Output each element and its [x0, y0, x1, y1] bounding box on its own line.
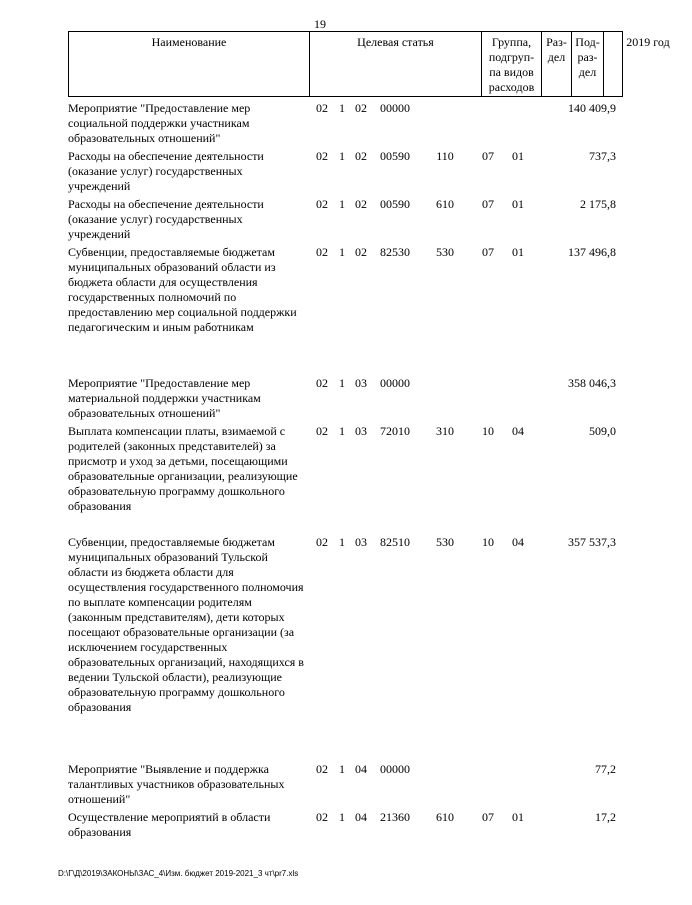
- code-program: 02: [316, 810, 328, 824]
- podrazdel-code: 01: [512, 197, 524, 211]
- group-code: 310: [436, 424, 454, 438]
- code-program: 02: [316, 424, 328, 438]
- podrazdel-code: 04: [512, 535, 524, 549]
- code-direction: 00000: [380, 101, 410, 115]
- group-code: 110: [436, 149, 454, 163]
- code-event: 03: [355, 535, 367, 549]
- code-event: 02: [355, 197, 367, 211]
- razdel-code: 10: [482, 535, 494, 549]
- file-path-footer: D:\Г\Д\2019\ЗАКОНЫ\ЗАС_4\Изм. бюджет 2019-2021_3 чт\pr7.xls: [58, 869, 299, 878]
- code-subprogram: 1: [339, 810, 345, 824]
- amount: 737,3: [589, 149, 616, 163]
- podrazdel-code: 01: [512, 245, 524, 259]
- code-program: 02: [316, 197, 328, 211]
- razdel-code: 07: [482, 810, 494, 824]
- razdel-code: 10: [482, 424, 494, 438]
- header-group-line: подгруп-: [488, 50, 535, 64]
- amount: 357 537,3: [568, 535, 616, 549]
- header-year: 2019 год: [603, 32, 692, 96]
- header-podrazdel: [571, 32, 603, 96]
- code-event: 04: [355, 762, 367, 776]
- row-name: Субвенции, предоставляемые бюджетам муниципальных образований Тульской области из бюджета области для осуществления государственного полномочия по выплате компенсации родителям (законным представителям), дети которых посещают образовательные организации (за исключением государственных образовательных организаций, находящихся в ведении Тульской области), реализующие образовательную программу дошкольного образования: [68, 535, 304, 714]
- header-podrazdel-line: раз-: [577, 50, 598, 64]
- amount: 509,0: [589, 424, 616, 438]
- row-name: Субвенции, предоставляемые бюджетам муниципальных образований области из бюджета области для осуществления государственных полномочий по предоставлению мер социальной поддержки педагогическим и иным работникам: [68, 245, 297, 334]
- code-direction: 00000: [380, 376, 410, 390]
- code-subprogram: 1: [339, 762, 345, 776]
- amount: 358 046,3: [568, 376, 616, 390]
- header-group: [481, 32, 541, 96]
- amount: 77,2: [595, 762, 616, 776]
- group-code: 610: [436, 197, 454, 211]
- group-code: 530: [436, 535, 454, 549]
- podrazdel-code: 01: [512, 149, 524, 163]
- code-program: 02: [316, 149, 328, 163]
- header-razdel: [541, 32, 571, 96]
- code-event: 02: [355, 245, 367, 259]
- code-subprogram: 1: [339, 149, 345, 163]
- header-group-line: па видов: [489, 65, 534, 79]
- podrazdel-code: 04: [512, 424, 524, 438]
- row-name: Расходы на обеспечение деятельности (оказание услуг) государственных учреждений: [68, 197, 264, 241]
- code-direction: 21360: [380, 810, 410, 824]
- code-program: 02: [316, 245, 328, 259]
- code-program: 02: [316, 101, 328, 115]
- podrazdel-code: 01: [512, 810, 524, 824]
- amount: 140 409,9: [568, 101, 616, 115]
- row-name: Осуществление мероприятий в области образования: [68, 810, 271, 839]
- row-name: Расходы на обеспечение деятельности (оказание услуг) государственных учреждений: [68, 149, 264, 193]
- row-name: Выплата компенсации платы, взимаемой с родителей (законных представителей) за присмотр и уход за детьми, посещающими образовательные организации, реализующие образовательную программу дошкольного образования: [68, 424, 298, 513]
- group-code: 530: [436, 245, 454, 259]
- group-code: 610: [436, 810, 454, 824]
- code-subprogram: 1: [339, 101, 345, 115]
- header-razdel-line: дел: [547, 50, 566, 64]
- header-group-line: Группа,: [491, 35, 532, 49]
- row-name: Мероприятие "Выявление и поддержка талантливых участников образовательных отношений": [68, 762, 285, 806]
- row-name: Мероприятие "Предоставление мер социальной поддержки участникам образовательных отношений": [68, 101, 251, 145]
- code-subprogram: 1: [339, 424, 345, 438]
- code-subprogram: 1: [339, 245, 345, 259]
- code-direction: 82510: [380, 535, 410, 549]
- header-podrazdel-line: Под-: [575, 35, 600, 49]
- code-direction: 00000: [380, 762, 410, 776]
- code-program: 02: [316, 535, 328, 549]
- header-podrazdel-line: дел: [578, 65, 597, 79]
- code-program: 02: [316, 762, 328, 776]
- row-name: Мероприятие "Предоставление мер материальной поддержки участникам образовательных отношений": [68, 376, 261, 420]
- code-direction: 00590: [380, 197, 410, 211]
- code-event: 04: [355, 810, 367, 824]
- razdel-code: 07: [482, 149, 494, 163]
- page-number: 19: [314, 17, 326, 31]
- code-event: 02: [355, 149, 367, 163]
- code-subprogram: 1: [339, 535, 345, 549]
- code-event: 03: [355, 376, 367, 390]
- code-event: 02: [355, 101, 367, 115]
- razdel-code: 07: [482, 197, 494, 211]
- header-razdel-line: Раз-: [546, 35, 567, 49]
- amount: 137 496,8: [568, 245, 616, 259]
- header-target: Целевая статья: [309, 32, 481, 96]
- code-direction: 00590: [380, 149, 410, 163]
- code-program: 02: [316, 376, 328, 390]
- table-header: [68, 31, 670, 97]
- header-group-line: расходов: [488, 80, 535, 94]
- code-subprogram: 1: [339, 197, 345, 211]
- code-direction: 82530: [380, 245, 410, 259]
- code-subprogram: 1: [339, 376, 345, 390]
- amount: 17,2: [595, 810, 616, 824]
- code-direction: 72010: [380, 424, 410, 438]
- header-name: Наименование: [151, 35, 227, 49]
- code-event: 03: [355, 424, 367, 438]
- razdel-code: 07: [482, 245, 494, 259]
- amount: 2 175,8: [580, 197, 616, 211]
